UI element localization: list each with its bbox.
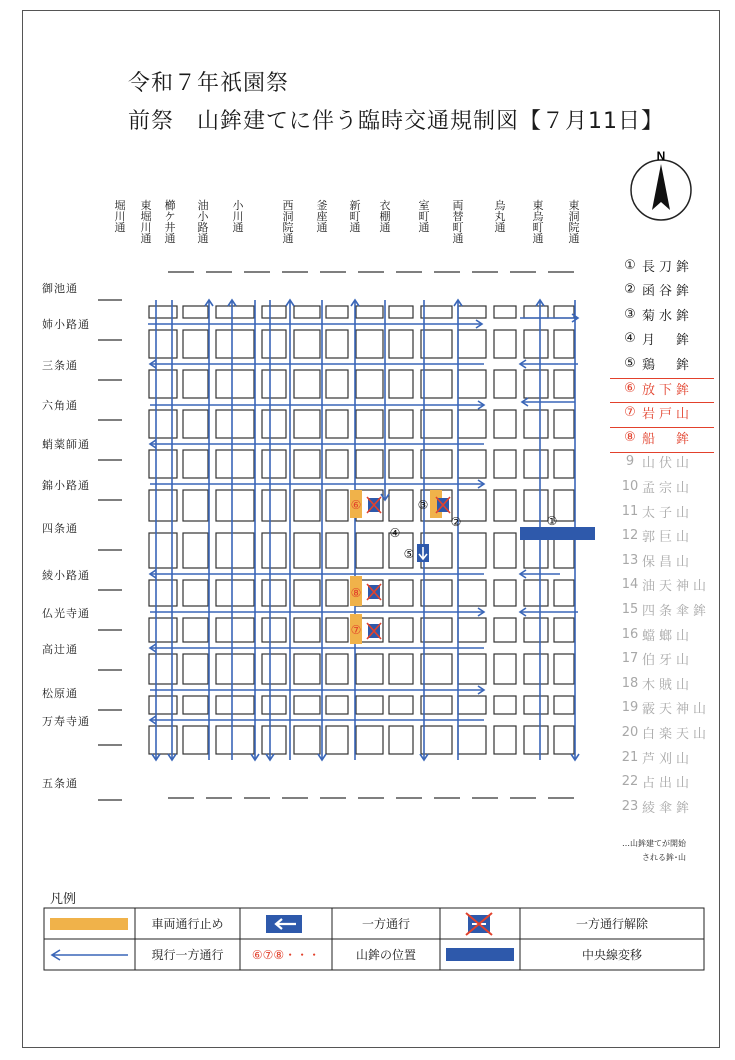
hoko-name: 芦刈山 bbox=[642, 751, 694, 767]
title-main: 前祭 山鉾建てに伴う臨時交通規制図【７月11日】 bbox=[128, 109, 664, 134]
hoko-number: ④ bbox=[624, 331, 636, 347]
hoko-name: 岩戸山 bbox=[642, 407, 694, 423]
street-label-vertical: 烏丸通 bbox=[494, 199, 506, 234]
street-label-horizontal: 松原通 bbox=[42, 687, 78, 700]
street-label-horizontal: 万寿寺通 bbox=[42, 715, 90, 728]
hoko-name: 放下鉾 bbox=[642, 382, 694, 398]
hoko-number: 17 bbox=[621, 651, 639, 667]
hoko-number: 15 bbox=[621, 601, 639, 617]
street-label-horizontal: 高辻通 bbox=[42, 643, 78, 656]
note-line-1: …山鉾建てが開始 bbox=[622, 839, 686, 848]
legend-closure-swatch bbox=[50, 918, 128, 930]
street-label-vertical: 室町通 bbox=[418, 199, 430, 234]
legend-centerline-swatch bbox=[446, 948, 514, 961]
legend-hoko-marks: ⑥⑦⑧・・・ bbox=[251, 948, 321, 962]
hoko-name: 鶏 鉾 bbox=[642, 357, 694, 373]
hoko-name: 木賊山 bbox=[642, 677, 694, 693]
note-line-2: される鉾･山 bbox=[642, 853, 686, 862]
street-label-vertical: 小川通 bbox=[232, 199, 244, 234]
hoko-name: 船 鉾 bbox=[642, 431, 694, 447]
hoko-marker-m1: ① bbox=[546, 514, 558, 528]
hoko-name: 郭巨山 bbox=[642, 530, 694, 546]
street-label-horizontal: 綾小路通 bbox=[42, 569, 90, 582]
hoko-name: 保昌山 bbox=[642, 554, 694, 570]
hoko-name: 伯牙山 bbox=[642, 653, 694, 669]
legend-current-oneway-label: 現行一方通行 bbox=[151, 948, 224, 962]
street-label-vertical: 油小路通 bbox=[197, 199, 209, 245]
street-label-vertical: 堀川通 bbox=[114, 199, 126, 234]
hoko-marker-m5: ⑤ bbox=[403, 547, 415, 561]
hoko-number: ② bbox=[624, 282, 636, 298]
hoko-number: 13 bbox=[621, 552, 639, 568]
legend-hoko-position-label: 山鉾の位置 bbox=[355, 948, 416, 962]
hoko-name: 山伏山 bbox=[642, 456, 694, 472]
hoko-name: 孟宗山 bbox=[642, 480, 694, 496]
hoko-marker-m2: ② bbox=[450, 515, 462, 529]
hoko-name: 菊水鉾 bbox=[642, 308, 694, 324]
hoko-number: ⑦ bbox=[624, 405, 636, 421]
street-label-horizontal: 三条通 bbox=[42, 359, 78, 372]
hoko-number: ⑧ bbox=[624, 429, 636, 445]
hoko-name: 占出山 bbox=[642, 776, 694, 792]
hoko-number: ③ bbox=[624, 306, 636, 322]
hoko-name: 月 鉾 bbox=[642, 333, 694, 349]
street-label-vertical: 新町通 bbox=[349, 199, 361, 234]
street-label-vertical: 両替町通 bbox=[452, 199, 464, 245]
street-label-vertical: 櫛ケ井通 bbox=[164, 199, 176, 245]
hoko-number: 10 bbox=[621, 478, 639, 494]
hoko-number: 12 bbox=[621, 528, 639, 544]
hoko-name: 長刀鉾 bbox=[642, 259, 694, 275]
street-label-vertical: 西洞院通 bbox=[282, 199, 294, 245]
street-label-vertical: 釜座通 bbox=[316, 199, 328, 234]
hoko-number: 11 bbox=[621, 503, 639, 519]
legend-current-oneway-arrow-icon bbox=[52, 950, 128, 960]
hoko-number: 14 bbox=[621, 577, 639, 593]
hoko-name: 白楽天山 bbox=[642, 726, 711, 742]
legend-oneway-label: 一方通行 bbox=[361, 917, 410, 931]
street-label-horizontal: 仏光寺通 bbox=[42, 607, 90, 620]
hoko-marker-m7: ⑦ bbox=[350, 623, 362, 637]
legend-closed-label: 車両通行止め bbox=[151, 917, 224, 931]
hoko-number: 21 bbox=[621, 749, 639, 765]
hoko-number: 20 bbox=[621, 724, 639, 740]
hoko-number: 9 bbox=[625, 454, 635, 470]
hoko-name: 綾傘鉾 bbox=[642, 800, 694, 816]
street-label-horizontal: 五条通 bbox=[42, 777, 78, 790]
hoko-number: 16 bbox=[621, 626, 639, 642]
street-label-horizontal: 錦小路通 bbox=[42, 479, 90, 492]
hoko-marker-m6: ⑥ bbox=[350, 498, 362, 512]
street-label-horizontal: 蛸薬師通 bbox=[42, 438, 90, 451]
hoko-number: 18 bbox=[621, 675, 639, 691]
legend-oneway-lifted-icon bbox=[466, 913, 492, 935]
street-label-horizontal: 六角通 bbox=[42, 399, 78, 412]
hoko-name: 霰天神山 bbox=[642, 702, 711, 718]
street-label-horizontal: 御池通 bbox=[42, 282, 78, 295]
compass-north-label: N bbox=[656, 150, 666, 163]
street-label-vertical: 東堀川通 bbox=[140, 199, 152, 245]
street-label-vertical: 東烏町通 bbox=[532, 199, 544, 245]
hoko-number: ⑥ bbox=[624, 380, 636, 396]
hoko-number: 19 bbox=[621, 700, 639, 716]
hoko-marker-m3: ③ bbox=[417, 498, 429, 512]
legend-title: 凡例 bbox=[50, 892, 77, 907]
hoko-name: 油天神山 bbox=[642, 579, 711, 595]
hoko-number: ⑤ bbox=[624, 355, 636, 371]
street-label-horizontal: 姉小路通 bbox=[42, 318, 90, 331]
hoko-number: 22 bbox=[621, 774, 639, 790]
legend-centerline-label: 中央線変移 bbox=[581, 948, 642, 962]
legend-oneway-lifted-label: 一方通行解除 bbox=[575, 917, 648, 931]
street-label-vertical: 東洞院通 bbox=[568, 199, 580, 245]
hoko-marker-m4: ④ bbox=[389, 526, 401, 540]
title-year: 令和７年祇園祭 bbox=[128, 71, 290, 96]
hoko-marker-m8: ⑧ bbox=[350, 586, 362, 600]
hoko-number: 23 bbox=[621, 798, 639, 814]
hoko-number: ① bbox=[624, 257, 636, 273]
hoko-name: 函谷鉾 bbox=[642, 284, 694, 300]
street-label-vertical: 衣棚通 bbox=[379, 199, 391, 234]
hoko-name: 蟷螂山 bbox=[642, 628, 694, 644]
hoko-name: 太子山 bbox=[642, 505, 694, 521]
street-label-horizontal: 四条通 bbox=[42, 522, 78, 535]
hoko-name: 四条傘鉾 bbox=[642, 603, 711, 619]
